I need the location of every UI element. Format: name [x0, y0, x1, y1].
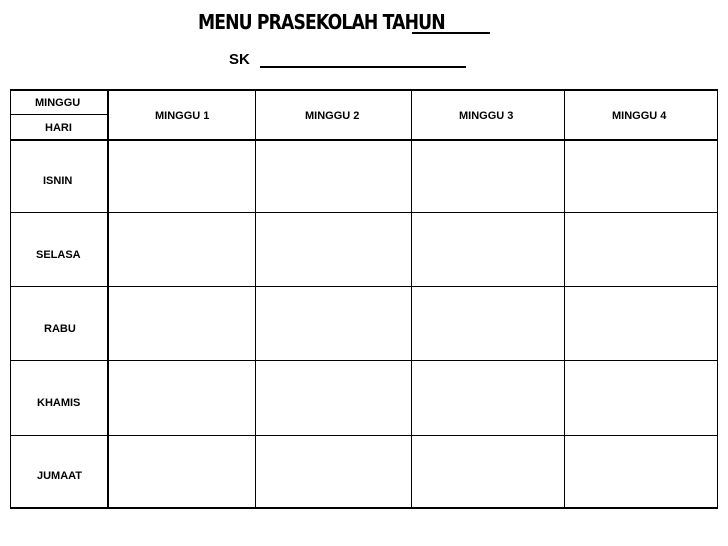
- table-border-right: [717, 89, 718, 509]
- header-row-divider: [10, 139, 718, 141]
- school-label: SK: [229, 51, 250, 68]
- corner-week-label: MINGGU: [35, 97, 81, 109]
- week-column-divider-3: [564, 89, 565, 509]
- week-column-divider-2: [411, 89, 412, 509]
- week-header-1: MINGGU 1: [155, 110, 210, 122]
- row-divider-1: [10, 212, 718, 213]
- corner-day-label: HARI: [45, 122, 72, 134]
- day-label-khamis: KHAMIS: [37, 397, 81, 409]
- table-border-left: [10, 89, 11, 509]
- table-border-top: [10, 89, 718, 91]
- day-column-divider: [107, 89, 109, 509]
- day-label-isnin: ISNIN: [43, 175, 73, 187]
- page-title: MENU PRASEKOLAH TAHUN: [198, 10, 445, 34]
- week-header-2: MINGGU 2: [305, 110, 360, 122]
- week-header-4: MINGGU 4: [612, 110, 667, 122]
- row-divider-2: [10, 286, 718, 287]
- week-header-3: MINGGU 3: [459, 110, 514, 122]
- table-border-bottom: [10, 507, 718, 509]
- day-label-jumaat: JUMAAT: [37, 470, 83, 482]
- corner-divider: [10, 114, 108, 115]
- week-column-divider-1: [255, 89, 256, 509]
- row-divider-4: [10, 435, 718, 436]
- day-label-rabu: RABU: [44, 323, 76, 335]
- day-label-selasa: SELASA: [36, 249, 81, 261]
- row-divider-3: [10, 360, 718, 361]
